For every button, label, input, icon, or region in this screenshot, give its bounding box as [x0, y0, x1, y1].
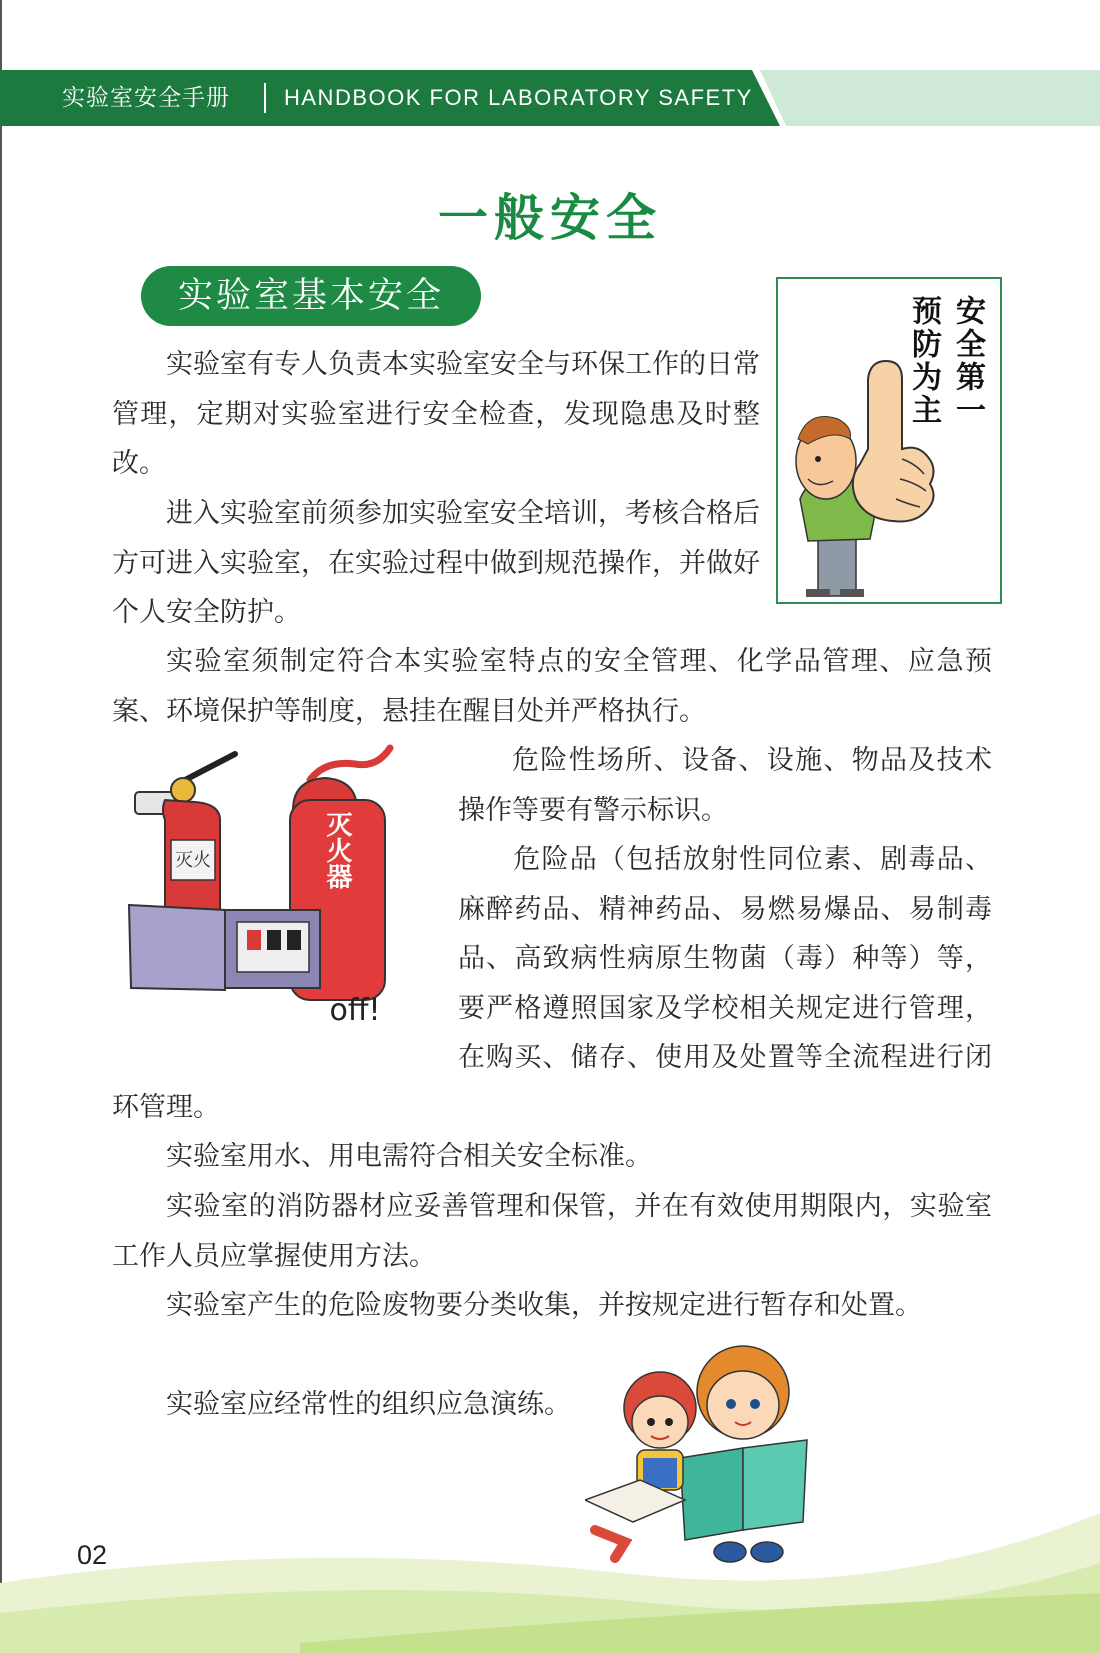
paragraph-7: 实验室的消防器材应妥善管理和保管，并在有效使用期限内，实验室工作人员应掌握使用方法。 [112, 1191, 992, 1272]
handbook-title-en: HANDBOOK FOR LABORATORY SAFETY [284, 85, 753, 110]
poster-slogan-2: 预防为主 [906, 295, 941, 427]
paragraph-4: 危险性场所、设备、设施、物品及技术操作等要有警示标识。 [458, 745, 992, 826]
big-extinguisher-label: 灭火器 [322, 811, 352, 889]
reading-children-icon [585, 1330, 835, 1570]
page-number: 02 [77, 1540, 108, 1570]
paragraph-8: 实验室产生的危险废物要分类收集，并按规定进行暂存和处置。 [166, 1290, 922, 1321]
paragraph-5 [112, 835, 992, 1132]
small-extinguisher-label: 灭火 [175, 850, 211, 871]
thumbs-up-cartoon-icon [778, 279, 1000, 602]
paragraph-1: 实验室有专人负责本实验室安全与环保工作的日常管理，定期对实验室进行安全检查，发现隐患及时整改。 [112, 349, 760, 479]
handbook-title-cn: 实验室安全手册 [62, 85, 230, 111]
bottom-wave-decoration [0, 1443, 1100, 1653]
image-wrap-spacer [112, 835, 458, 1079]
header-banner [0, 70, 1100, 126]
paragraph-9: 实验室应经常性的组织应急演练。 [166, 1389, 571, 1420]
paragraph-3: 实验室须制定符合本实验室特点的安全管理、化学品管理、应急预案、环境保护等制度，悬挂在醒目处并严格执行。 [112, 646, 992, 727]
paragraph-2: 进入实验室前须参加实验室安全培训，考核合格后方可进入实验室，在实验过程中做到规范操作，并做好个人安全防护。 [112, 498, 760, 628]
safety-poster [776, 277, 1002, 604]
paragraph-5-text: 危险品（包括放射性同位素、剧毒品、麻醉药品、精神药品、易燃易爆品、易制毒品、高致病性病原生物菌（毒）种等）等，要严格遵照国家及学校相关规定进行管理，在购买、储存、使用及处置等全流程进行闭环管理。 [112, 844, 992, 1123]
off-text: off! [329, 993, 381, 1028]
banner-divider [264, 83, 266, 113]
paragraph-6: 实验室用水、用电需符合相关安全标准。 [166, 1141, 652, 1172]
poster-slogan-1: 安全第一 [950, 295, 985, 427]
page-title: 一般安全 [438, 189, 662, 247]
section-heading: 实验室基本安全 [141, 266, 481, 326]
